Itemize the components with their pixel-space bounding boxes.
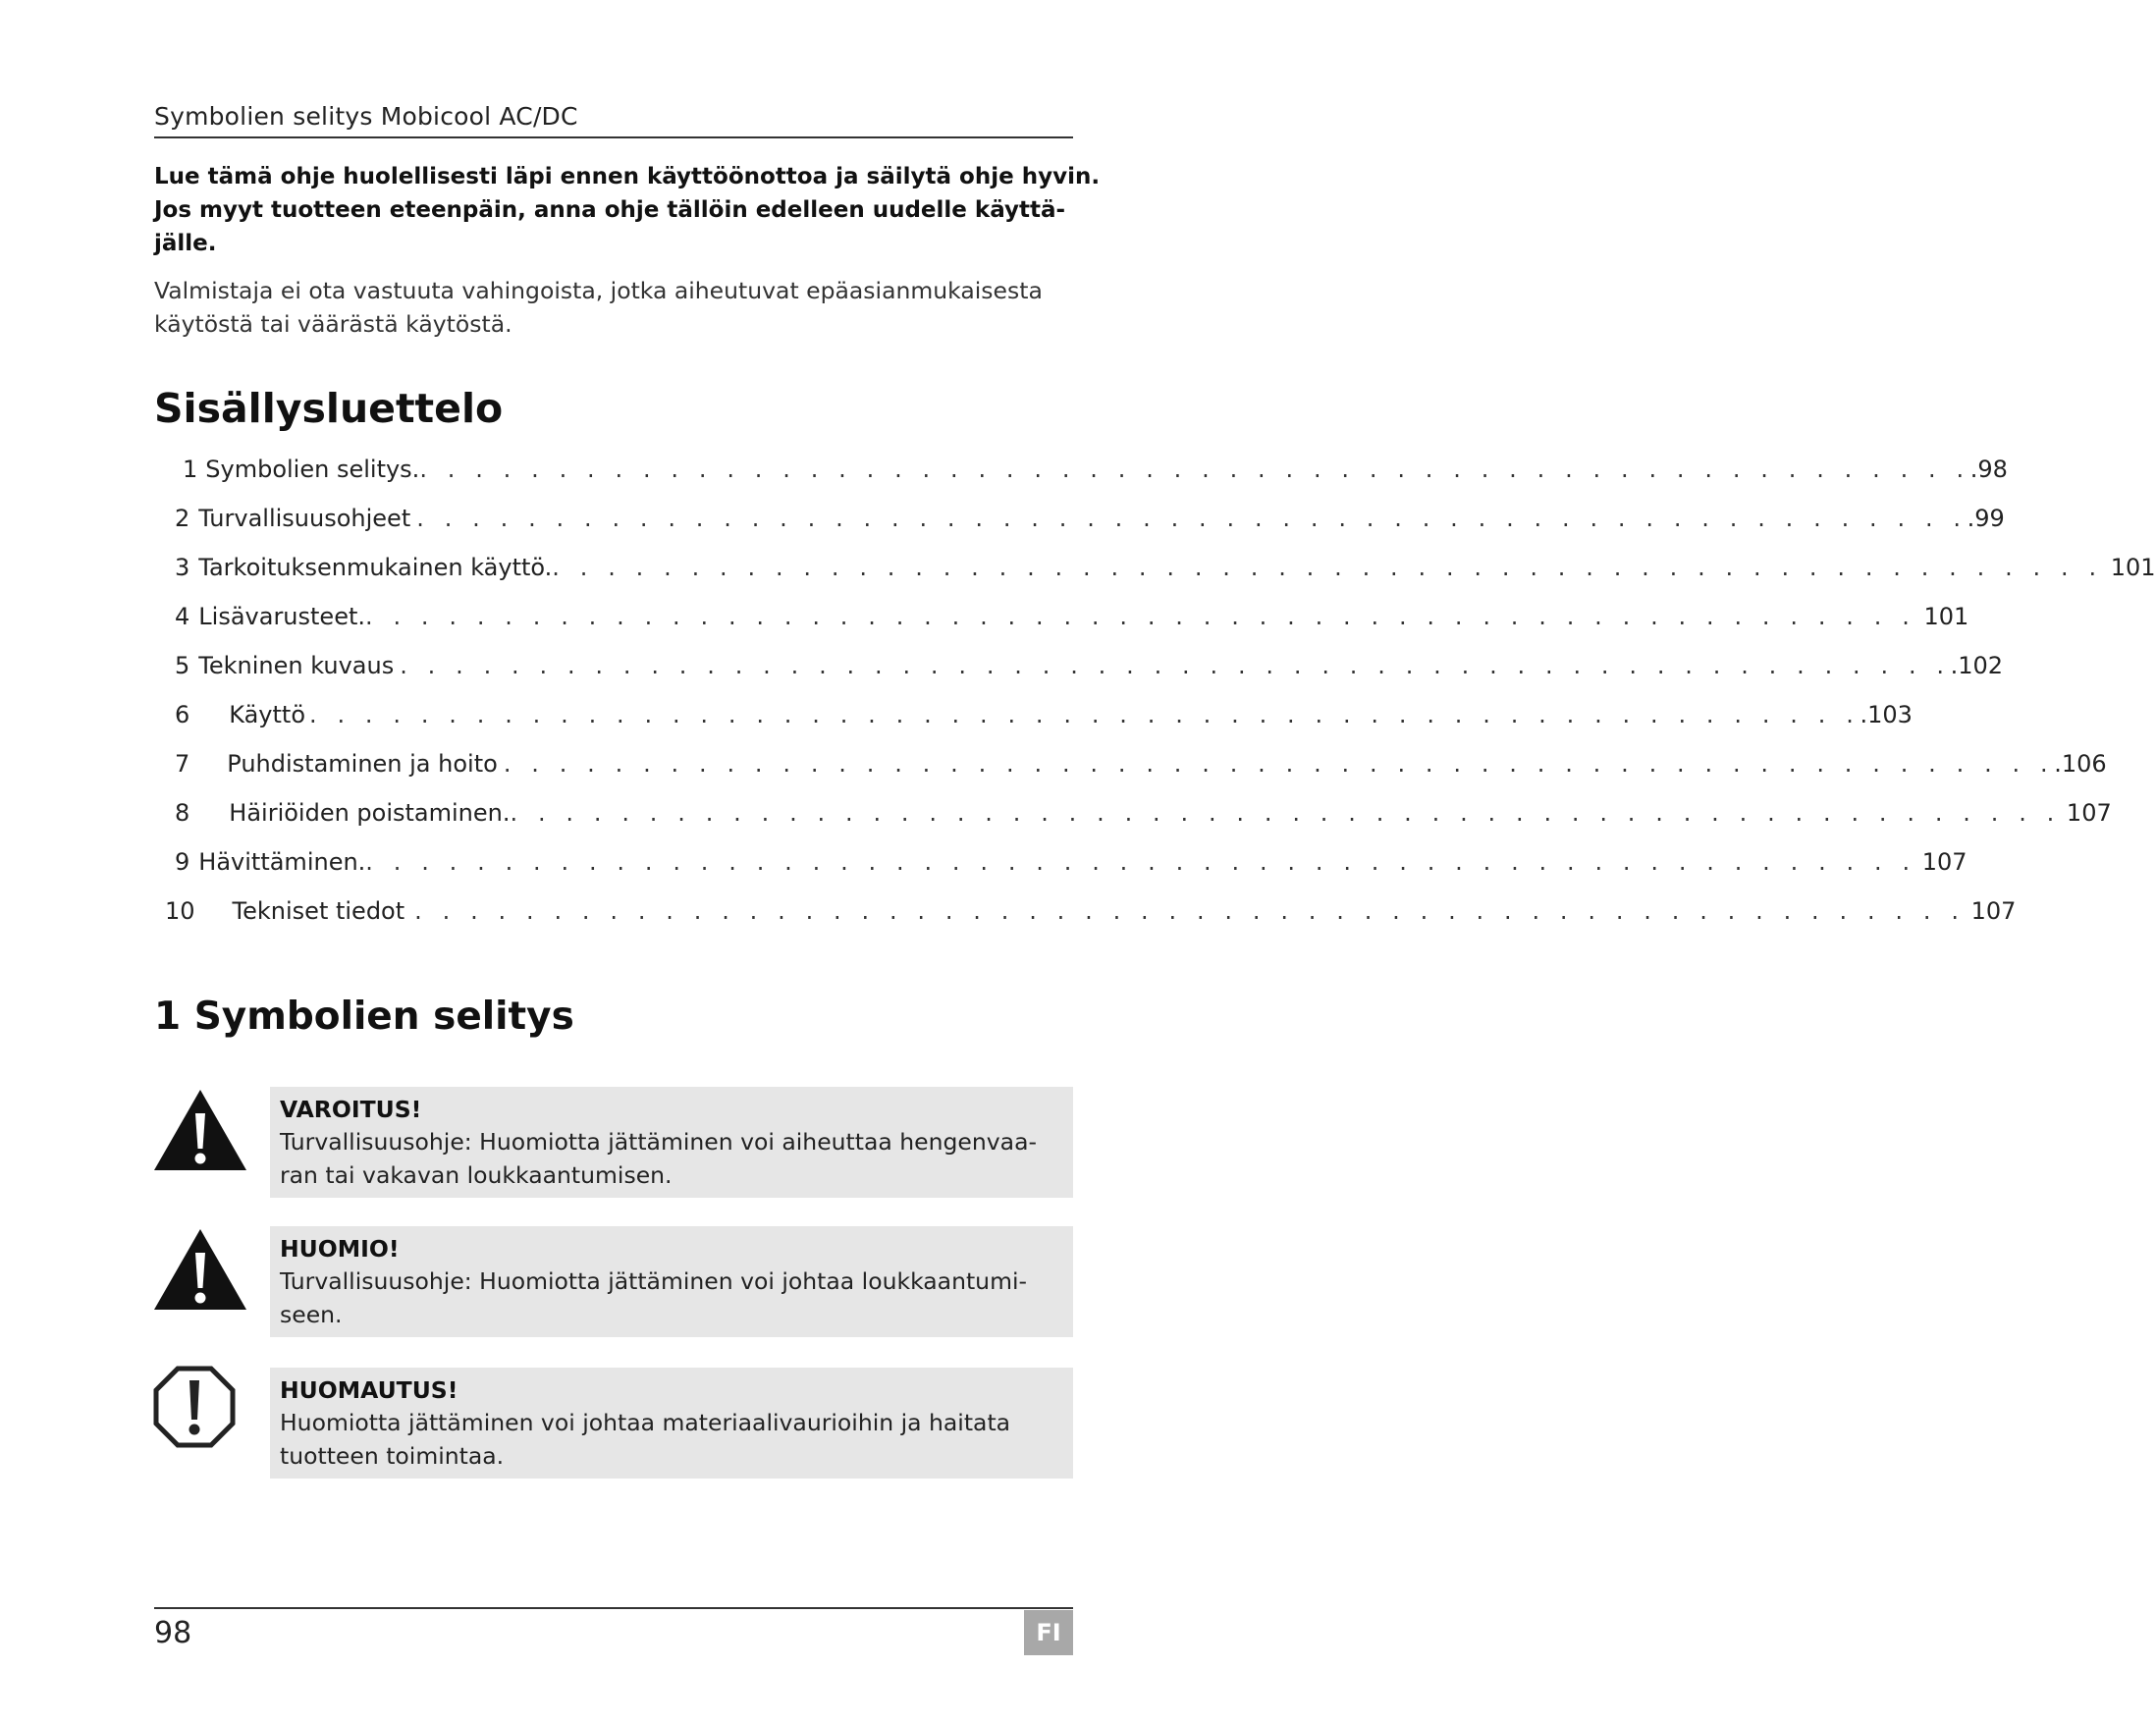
toc-entry-label: Tarkoituksenmukainen käyttö. [198, 554, 553, 581]
toc-entry-page: .106 [2054, 750, 2107, 778]
toc-entry-number: 8 [175, 799, 190, 827]
toc-entry-page: 107 [2066, 799, 2112, 827]
toc-entry-label: Puhdistaminen ja hoito [227, 750, 498, 778]
notice-note [270, 1368, 1073, 1479]
toc-entry[interactable] [175, 796, 2112, 830]
intro-bold-paragraph [154, 160, 1101, 260]
notice-title: HUOMIO! [280, 1235, 400, 1263]
toc-entry-page: .99 [1967, 505, 2005, 532]
toc-leader-dots: . . . . . . . . . . . . . . . . . . . . . . . . . . . . . . . . . . . . . . . . . . . . . . . . . . . . . . . . [414, 897, 1966, 925]
footer-rule [154, 1607, 1073, 1609]
toc-leader-dots: . . . . . . . . . . . . . . . . . . . . . . . . . . . . . . . . . . . . . . . . . . . . . . . . . . . . . . . . [416, 505, 1967, 532]
toc-entry-label: Turvallisuusohjeet [198, 505, 411, 532]
intro-disclaimer-line: käytöstä tai väärästä käytöstä. [154, 310, 512, 338]
toc-leader-dots: . . . . . . . . . . . . . . . . . . . . . . . . . . . . . . . . . . . . . . . . . . . . . . . . . . . . . . . . [400, 652, 1951, 679]
notice-text-line: Turvallisuusohje: Huomiotta jättäminen voi aiheuttaa hengenvaa- [280, 1128, 1037, 1156]
section-title: 1 Symbolien selitys [154, 995, 574, 1039]
notice-text-line: seen. [280, 1301, 343, 1328]
toc-leader-dots: . . . . . . . . . . . . . . . . . . . . . . . . . . . . . . . . . . . . . . . . . . . . . . . . . . . . . . . . [309, 701, 1860, 728]
toc-entry[interactable] [175, 502, 2005, 535]
toc-entry-number: 5 [175, 652, 190, 679]
toc-entry[interactable] [175, 600, 1969, 633]
toc-entry-page: 107 [1921, 848, 1967, 876]
running-header: Symbolien selitys Mobicool AC/DC [154, 102, 578, 131]
toc-entry-number: 1 [183, 456, 198, 483]
toc-entry-label: Tekniset tiedot [232, 897, 405, 925]
toc-entry-label: Hävittäminen. [198, 848, 366, 876]
toc-entry-number: 9 [175, 848, 190, 876]
toc-leader-dots: . . . . . . . . . . . . . . . . . . . . . . . . . . . . . . . . . . . . . . . . . . . . . . . . . . . . . . . . [510, 799, 2061, 827]
intro-bold-line: Lue tämä ohje huolellisesti läpi ennen käyttöönottoa ja säilytä ohje hyvin. [154, 164, 1101, 189]
caution-notice [270, 1226, 1073, 1337]
toc-entry-page: 107 [1970, 897, 2017, 925]
toc-title: Sisällysluettelo [154, 385, 504, 432]
notice-text-line: tuotteen toimintaa. [280, 1442, 505, 1470]
notice-title: VAROITUS! [280, 1096, 422, 1123]
toc-entry-page: 101 [1923, 603, 1969, 630]
toc-entry[interactable] [175, 845, 1967, 879]
toc-leader-dots: . . . . . . . . . . . . . . . . . . . . . . . . . . . . . . . . . . . . . . . . . . . . . . . . . . . . . . . . [503, 750, 2055, 778]
intro-bold-line: Jos myyt tuotteen eteenpäin, anna ohje tällöin edelleen uudelle käyttä- [154, 197, 1066, 223]
toc-entry-page: .98 [1969, 456, 2008, 483]
toc-leader-dots: . . . . . . . . . . . . . . . . . . . . . . . . . . . . . . . . . . . . . . . . . . . . . . . . . . . . . . . . [552, 554, 2103, 581]
toc-entry[interactable] [183, 453, 2008, 486]
toc-entry-number: 10 [165, 897, 195, 925]
toc-entry-label: Käyttö [229, 701, 306, 728]
notice-title: HUOMAUTUS! [280, 1376, 458, 1404]
toc-entry-label: Häiriöiden poistaminen. [229, 799, 511, 827]
toc-entry-number: 6 [175, 701, 190, 728]
language-badge: FI [1024, 1610, 1073, 1655]
notice-octagon-icon [152, 1365, 237, 1449]
toc-entry-number: 2 [175, 505, 190, 532]
toc-entry-label: Lisävarusteet. [198, 603, 366, 630]
warning-triangle-icon [152, 1088, 248, 1172]
intro-disclaimer-paragraph [154, 274, 1077, 341]
intro-disclaimer-line: Valmistaja ei ota vastuuta vahingoista, jotka aiheutuvat epäasianmukaisesta [154, 277, 1043, 304]
notice-text-line: Turvallisuusohje: Huomiotta jättäminen voi johtaa loukkaantumi- [280, 1267, 1027, 1295]
notice-text-line: ran tai vakavan loukkaantumisen. [280, 1161, 673, 1189]
toc-entry-label: Tekninen kuvaus [198, 652, 395, 679]
intro-bold-line: jälle. [154, 231, 217, 256]
toc-leader-dots: . . . . . . . . . . . . . . . . . . . . . . . . . . . . . . . . . . . . . . . . . . . . . . . . . . . . . . . . [365, 848, 1916, 876]
toc-leader-dots: . . . . . . . . . . . . . . . . . . . . . . . . . . . . . . . . . . . . . . . . . . . . . . . . . . . . . . . . [365, 603, 1916, 630]
toc-entry-number: 7 [175, 750, 190, 778]
toc-entry-label: Symbolien selitys. [205, 456, 420, 483]
toc-leader-dots: . . . . . . . . . . . . . . . . . . . . . . . . . . . . . . . . . . . . . . . . . . . . . . . . . . . . . . . . [419, 456, 1970, 483]
toc-entry[interactable] [175, 747, 2107, 780]
toc-entry[interactable] [175, 698, 1913, 731]
header-rule [154, 136, 1073, 138]
toc-entry[interactable] [175, 649, 2004, 682]
caution-triangle-icon [152, 1227, 248, 1312]
notice-text-line: Huomiotta jättäminen voi johtaa materiaalivaurioihin ja haitata [280, 1409, 1011, 1436]
toc-entry-number: 3 [175, 554, 190, 581]
toc-entry-page: .102 [1950, 652, 2004, 679]
toc-entry-number: 4 [175, 603, 190, 630]
page-number: 98 [154, 1616, 192, 1650]
toc-entry[interactable] [175, 551, 2156, 584]
warning-notice [270, 1087, 1073, 1198]
toc-entry-page: .103 [1860, 701, 1913, 728]
toc-entry[interactable] [165, 894, 2017, 928]
toc-entry-page: 101 [2110, 554, 2156, 581]
